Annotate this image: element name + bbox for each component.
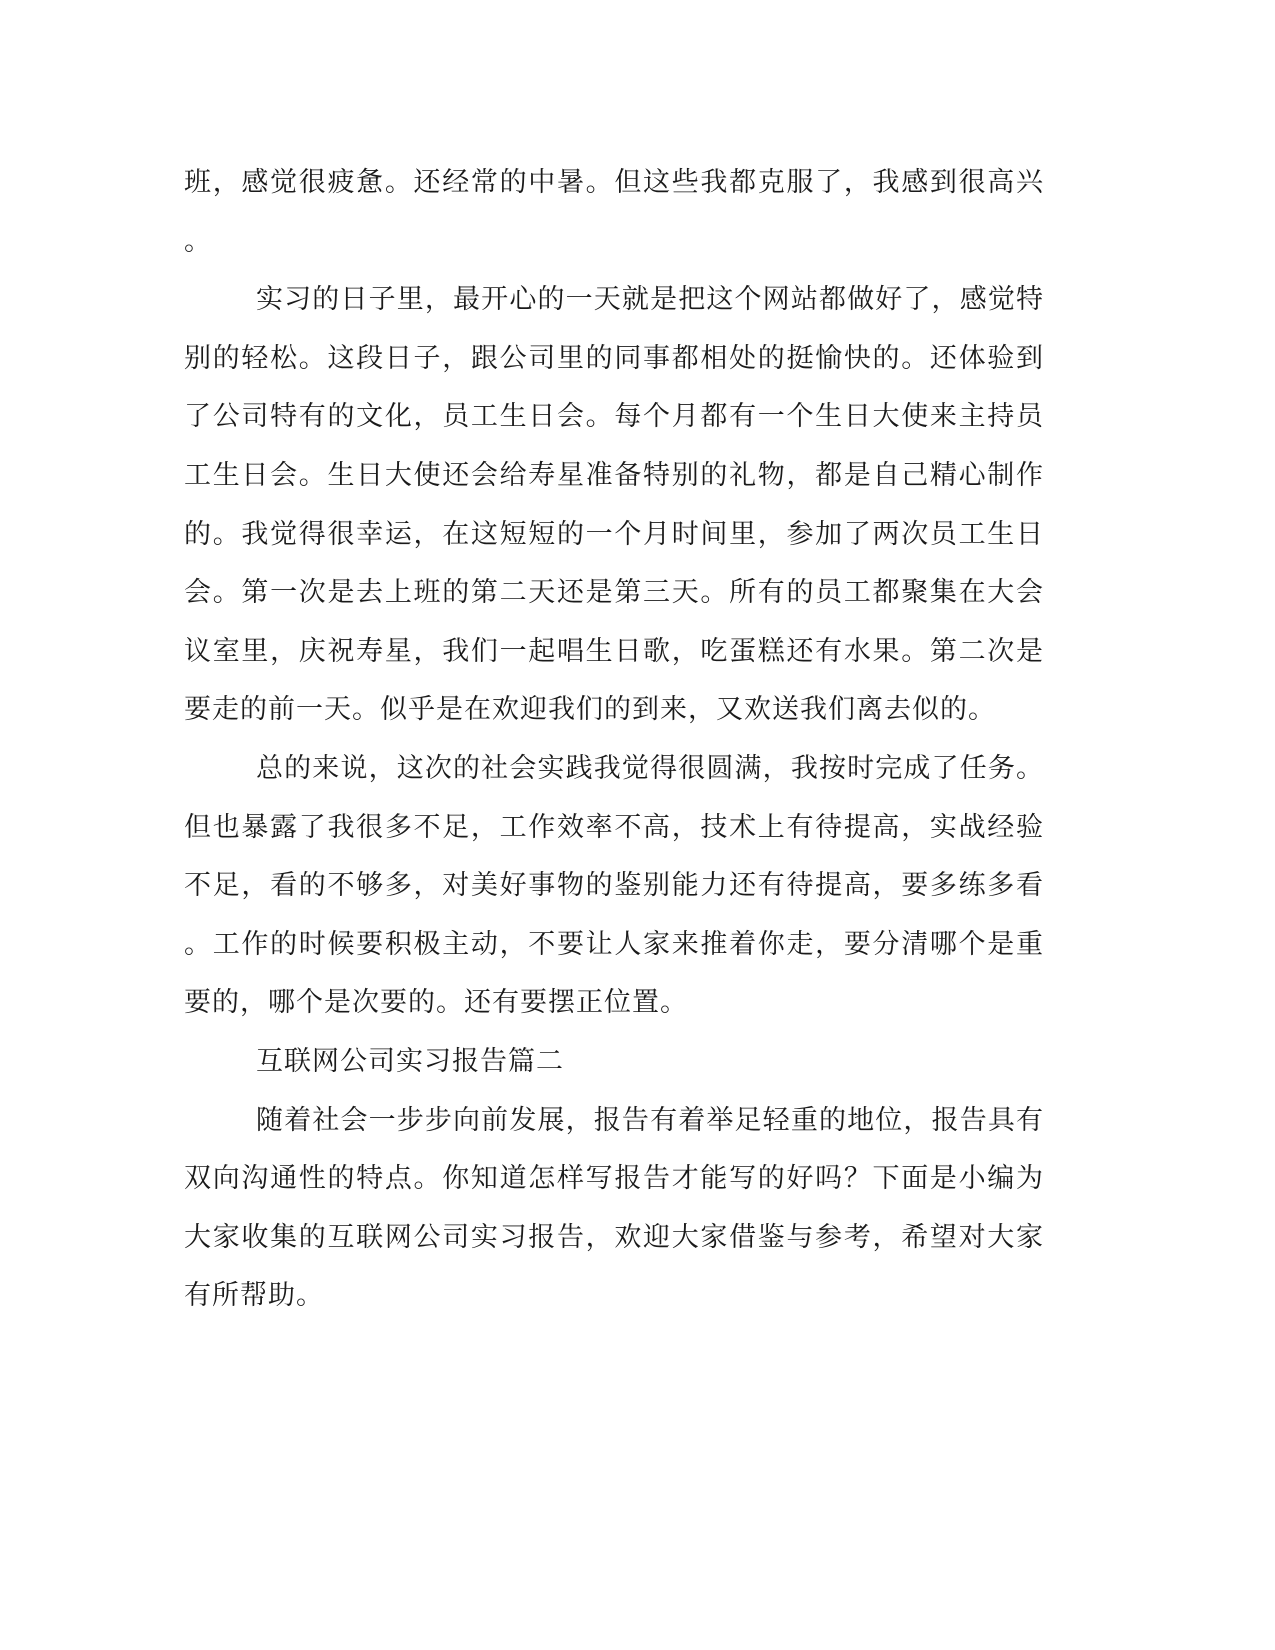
text-line: 。工作的时候要积极主动，不要让人家来推着你走，要分清哪个是重 xyxy=(184,928,1044,960)
text-line: 要走的前一天。似乎是在欢迎我们的到来，又欢送我们离去似的。 xyxy=(184,694,996,726)
text-line: 别的轻松。这段日子，跟公司里的同事都相处的挺愉快的。还体验到 xyxy=(184,342,1044,374)
text-line: 双向沟通性的特点。你知道怎样写报告才能写的好吗？下面是小编为 xyxy=(184,1163,1044,1195)
text-line: 不足，看的不够多，对美好事物的鉴别能力还有待提高，要多练多看 xyxy=(184,870,1044,902)
text-line: 有所帮助。 xyxy=(184,1280,324,1312)
paragraph-first-line: 实习的日子里，最开心的一天就是把这个网站都做好了，感觉特 xyxy=(256,284,1044,316)
text-line: 工生日会。生日大使还会给寿星准备特别的礼物，都是自己精心制作 xyxy=(184,459,1044,491)
text-line: 。 xyxy=(184,225,212,257)
text-line: 大家收集的互联网公司实习报告，欢迎大家借鉴与参考，希望对大家 xyxy=(184,1221,1044,1253)
text-line: 的。我觉得很幸运，在这短短的一个月时间里，参加了两次员工生日 xyxy=(184,518,1044,550)
text-line: 了公司特有的文化，员工生日会。每个月都有一个生日大使来主持员 xyxy=(184,401,1044,433)
paragraph-first-line: 总的来说，这次的社会实践我觉得很圆满，我按时完成了任务。 xyxy=(256,752,1044,784)
text-line: 但也暴露了我很多不足，工作效率不高，技术上有待提高，实战经验 xyxy=(184,811,1044,843)
text-line: 议室里，庆祝寿星，我们一起唱生日歌，吃蛋糕还有水果。第二次是 xyxy=(184,635,1044,667)
text-line: 会。第一次是去上班的第二天还是第三天。所有的员工都聚集在大会 xyxy=(184,577,1044,609)
section-heading: 互联网公司实习报告篇二 xyxy=(256,1045,564,1077)
document-body xyxy=(184,154,1044,1326)
text-line: 班，感觉很疲惫。还经常的中暑。但这些我都克服了，我感到很高兴 xyxy=(184,167,1044,198)
paragraph-first-line: 随着社会一步步向前发展，报告有着举足轻重的地位，报告具有 xyxy=(256,1104,1044,1136)
text-line: 要的，哪个是次要的。还有要摆正位置。 xyxy=(184,987,688,1019)
